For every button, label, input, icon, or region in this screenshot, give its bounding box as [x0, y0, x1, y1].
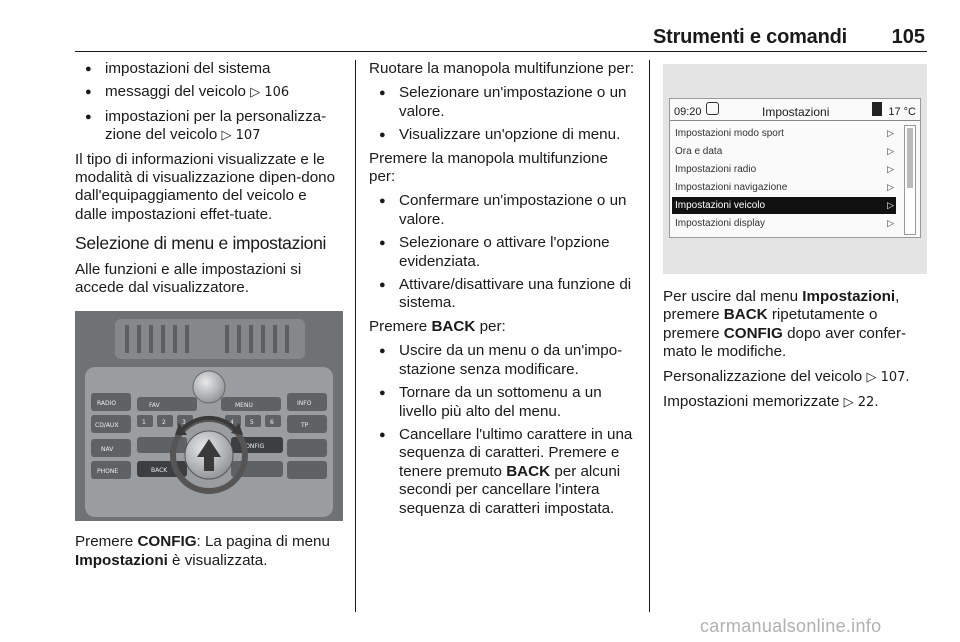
page-header: [75, 24, 927, 52]
cross-ref-vehicle: Personalizzazione del veicolo ▷ 107.: [663, 367, 910, 385]
info-paragraph: Il tipo di informazioni visualizzate e le modalità di visualizzazione dipen-dono dall'equipaggiamento del veicolo e dalle impostazioni effet-tuate.: [75, 150, 336, 223]
control-panel-illustration: [75, 311, 343, 521]
nav-button-label: NAV: [101, 446, 114, 454]
chevron-right-icon: ▷: [887, 218, 894, 228]
list-item: ● messaggi del veicolo ▷ 106: [75, 83, 343, 102]
list-item: ● Selezionare un'impostazione o un valore.: [369, 84, 637, 121]
settings-display: [669, 98, 921, 238]
tp-button-label: TP: [301, 422, 309, 430]
preset-6-label: 6: [270, 419, 274, 427]
back-bullet-list: [369, 342, 637, 518]
control-panel-photo: [75, 311, 343, 521]
page-title: Strumenti e comandi: [652, 26, 847, 48]
page-ref-link[interactable]: ▷ 107.: [866, 369, 910, 385]
settings-row-radio[interactable]: Impostazioni radio ▷: [672, 161, 896, 178]
display-scrollbar[interactable]: [904, 125, 916, 235]
watermark: carmanualsonline.info: [700, 616, 882, 636]
back-intro: Premere BACK per:: [369, 317, 506, 335]
config-caption: Premere CONFIG: La pagina di menu Impostazioni è visualizzata.: [75, 533, 330, 569]
settings-row-sport[interactable]: Impostazioni modo sport ▷: [672, 125, 896, 142]
page-number: 105: [891, 26, 925, 48]
list-item: ● Confermare un'impostazione o un valore.: [369, 192, 637, 229]
list-item: ● Attivare/disattivare una funzione di sistema.: [369, 276, 637, 313]
column-divider-2: [649, 60, 650, 612]
thermometer-icon: [872, 102, 882, 116]
list-item: ● Tornare da un sottomenu a un livello più alto del menu.: [369, 384, 637, 421]
list-item: ● Cancellare l'ultimo carattere in una sequenza di caratteri. Premere e tenere premuto BACK per alcuni secondi per cancellare l'intera sequenza di caratteri impostata.: [369, 426, 637, 518]
exit-paragraph: Per uscire dal menu Impostazioni, premere BACK ripetutamente o premere CONFIG dopo aver confer-mato le modifiche.: [663, 288, 907, 361]
display-temperature: 17 °C: [888, 106, 916, 118]
column-3: [663, 60, 927, 418]
page-ref-link[interactable]: ▷ 22.: [843, 395, 879, 411]
list-item: ● Uscire da un menu o da un'impo-stazione senza modificare.: [369, 342, 637, 379]
turn-bullet-list: [369, 84, 637, 144]
list-item: ● Selezionare o attivare l'opzione evidenziata.: [369, 234, 637, 271]
section-heading: Selezione di menu e impostazioni: [75, 233, 327, 254]
intro-paragraph: Alle funzioni e alle impostazioni si accede dal visualizzatore.: [75, 260, 302, 297]
settings-row-display[interactable]: Impostazioni display ▷: [672, 215, 896, 232]
system-bullet-list: [75, 60, 343, 146]
preset-2-label: 2: [162, 419, 166, 427]
list-item: ● impostazioni per la personalizza-zione del veicolo ▷ 107: [75, 108, 343, 146]
page-ref-link[interactable]: ▷ 107: [221, 128, 261, 144]
settings-row-navigation[interactable]: Impostazioni navigazione ▷: [672, 179, 896, 196]
turn-intro: Ruotare la manopola multifunzione per:: [369, 60, 635, 77]
press-bullet-list: [369, 192, 637, 312]
list-item: ● impostazioni del sistema: [75, 60, 343, 78]
chevron-right-icon: ▷: [887, 182, 894, 192]
cd-aux-button-label: CD/AUX: [95, 422, 119, 430]
config-button-label: CONFIG: [241, 443, 265, 451]
press-intro: Premere la manopola multifunzione per:: [369, 149, 608, 186]
chevron-right-icon: ▷: [887, 164, 894, 174]
preset-3-label: 3: [182, 419, 186, 427]
display-time: 09:20: [674, 106, 702, 118]
list-item: ● Visualizzare un'opzione di menu.: [369, 126, 637, 144]
column-2: [369, 60, 637, 523]
clock-icon: [706, 102, 719, 115]
fav-button-label: FAV: [149, 402, 160, 410]
column-divider-1: [355, 60, 356, 612]
chevron-right-icon: ▷: [887, 128, 894, 138]
chevron-right-icon: ▷: [887, 146, 894, 156]
menu-button-label: MENU: [235, 402, 253, 410]
scrollbar-thumb[interactable]: [907, 128, 913, 188]
display-status-bar: [670, 99, 920, 121]
settings-row-vehicle[interactable]: Impostazioni veicolo ▷: [672, 197, 896, 214]
phone-button-label: PHONE: [97, 468, 119, 476]
cross-ref-memory: Impostazioni memorizzate ▷ 22.: [663, 393, 879, 411]
page-ref-link[interactable]: ▷ 106: [250, 85, 290, 101]
display-title: Impostazioni: [762, 105, 830, 119]
chevron-right-icon: ▷: [887, 200, 894, 210]
back-button-label: BACK: [151, 467, 168, 475]
preset-1-label: 1: [142, 419, 146, 427]
info-button-label: INFO: [297, 400, 312, 408]
preset-4-label: 4: [230, 419, 234, 427]
preset-5-label: 5: [250, 419, 254, 427]
column-1: [75, 60, 343, 576]
settings-row-time-date[interactable]: Ora e data ▷: [672, 143, 896, 160]
radio-button-label: RADIO: [97, 400, 117, 408]
settings-screen-image: [663, 64, 927, 274]
